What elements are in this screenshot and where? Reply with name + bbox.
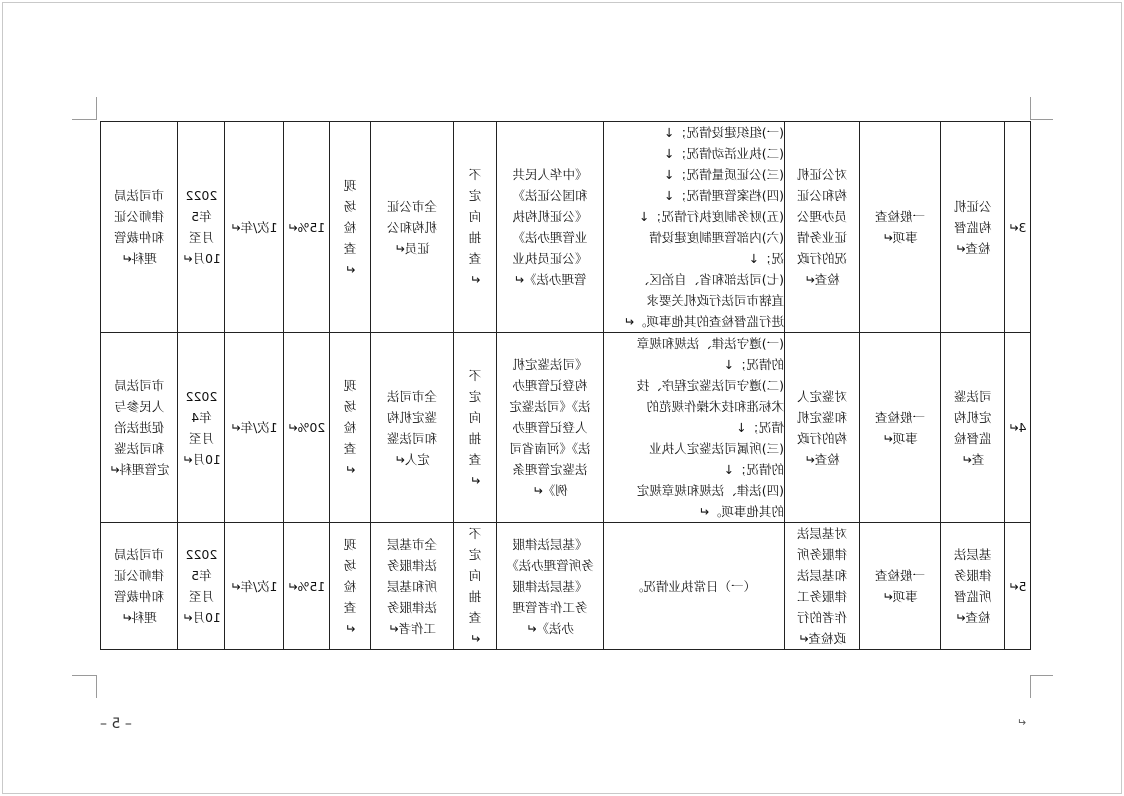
time-cell: 2022 年5 月至 10月↵ [178,122,225,333]
target-cell: 全市基层 法律服务 所和基层 法律服务 工作者↵ [371,523,454,650]
page-number: – 5 – [100,716,132,732]
target-cell: 全市公证 机构和公 证员↵ [371,122,454,333]
type-cell: 一般检查 事项↵ [860,122,941,333]
inspection-table [100,121,1031,650]
table-row [101,333,1031,523]
mode-cell: 现 场 检 查↵ [330,333,371,523]
ratio-cell: 15%↵ [284,523,330,650]
content-cell: (一)组织建设情况；↓ (二)执业活动情况；↓ (三)公证质量情况；↓ (四)档案管理情况；↓ (五)财务制度执行情况；↓ (六)内部管理制度建设情 况；↓ (七)司法部和省、自治区、 直辖市司法行政机关要求 进行监督检查的其他事项。↵ [604,122,785,333]
subject-cell: 对鉴定人 和鉴定机 构的行政 检查↵ [785,333,860,523]
method-cell: 不 定 向 抽 查↵ [454,122,497,333]
dept-cell: 市司法局 律师公证 和仲裁管 理科↵ [101,523,178,650]
number-cell: 4↵ [1005,333,1031,523]
crop-mark-top-left [72,97,97,120]
method-cell: 不 定 向 抽 查↵ [454,333,497,523]
mode-cell: 现 场 检 查↵ [330,122,371,333]
time-cell: 2022 年5 月至 10月↵ [178,523,225,650]
dept-cell: 市司法局 人民参与 促进法治 和司法鉴 定管理科↵ [101,333,178,523]
number-cell: 5↵ [1005,523,1031,650]
ratio-cell: 15%↵ [284,122,330,333]
basis-cell: 《司法鉴定机 构登记管理办 法》《司法鉴定 人登记管理办 法》《河南省司 法鉴定管理条 例》↵ [497,333,604,523]
number-cell: 3↵ [1005,122,1031,333]
freq-cell: 1次/年↵ [225,333,284,523]
mode-cell: 现 场 检 查↵ [330,523,371,650]
target-cell: 全市司法 鉴定机构 和司法鉴 定人↵ [371,333,454,523]
method-cell: 不 定 向 抽 查↵ [454,523,497,650]
dept-cell: 市司法局 律师公证 和仲裁管 理科↵ [101,122,178,333]
table-row [101,523,1031,650]
freq-cell: 1次/年↵ [225,523,284,650]
ratio-cell: 20%↵ [284,333,330,523]
item-cell: 基层法 律服务 所监督 检查↵ [941,523,1005,650]
crop-mark-top-right [1030,97,1053,120]
crop-mark-bottom-left [72,675,97,698]
content-cell: （一）日常执业情况。 [604,523,785,650]
subject-cell: 对基层法 律服务所 和基层法 律服务工 作者的行 政检查↵ [785,523,860,650]
type-cell: 一般检查 事项↵ [860,333,941,523]
subject-cell: 对公证机 构和公证 员办理公 证业务情 况的行政 检查↵ [785,122,860,333]
time-cell: 2022 年4 月至 10月↵ [178,333,225,523]
freq-cell: 1次/年↵ [225,122,284,333]
table-row [101,122,1031,333]
basis-cell: 《中华人民共 和国公证法》 《公证机构执 业管理办法》 《公证员执业 管理办法》↵ [497,122,604,333]
crop-mark-bottom-right [1030,675,1053,698]
basis-cell: 《基层法律服 务所管理办法》 《基层法律服 务工作者管理 办法》↵ [497,523,604,650]
paragraph-mark: ↵ [1017,716,1027,729]
item-cell: 司法鉴 定机构 监督检 查↵ [941,333,1005,523]
item-cell: 公证机 构监督 检查↵ [941,122,1005,333]
type-cell: 一般检查 事项↵ [860,523,941,650]
content-cell: (一)遵守法律、法规和规章 的情况；↓ (二)遵守司法鉴定程序、技 术标准和技术操作规范的 情况；↓ (三)所属司法鉴定人执业 的情况；↓ (四)法律、法规和规章规定 的其他事项。↵ [604,333,785,523]
